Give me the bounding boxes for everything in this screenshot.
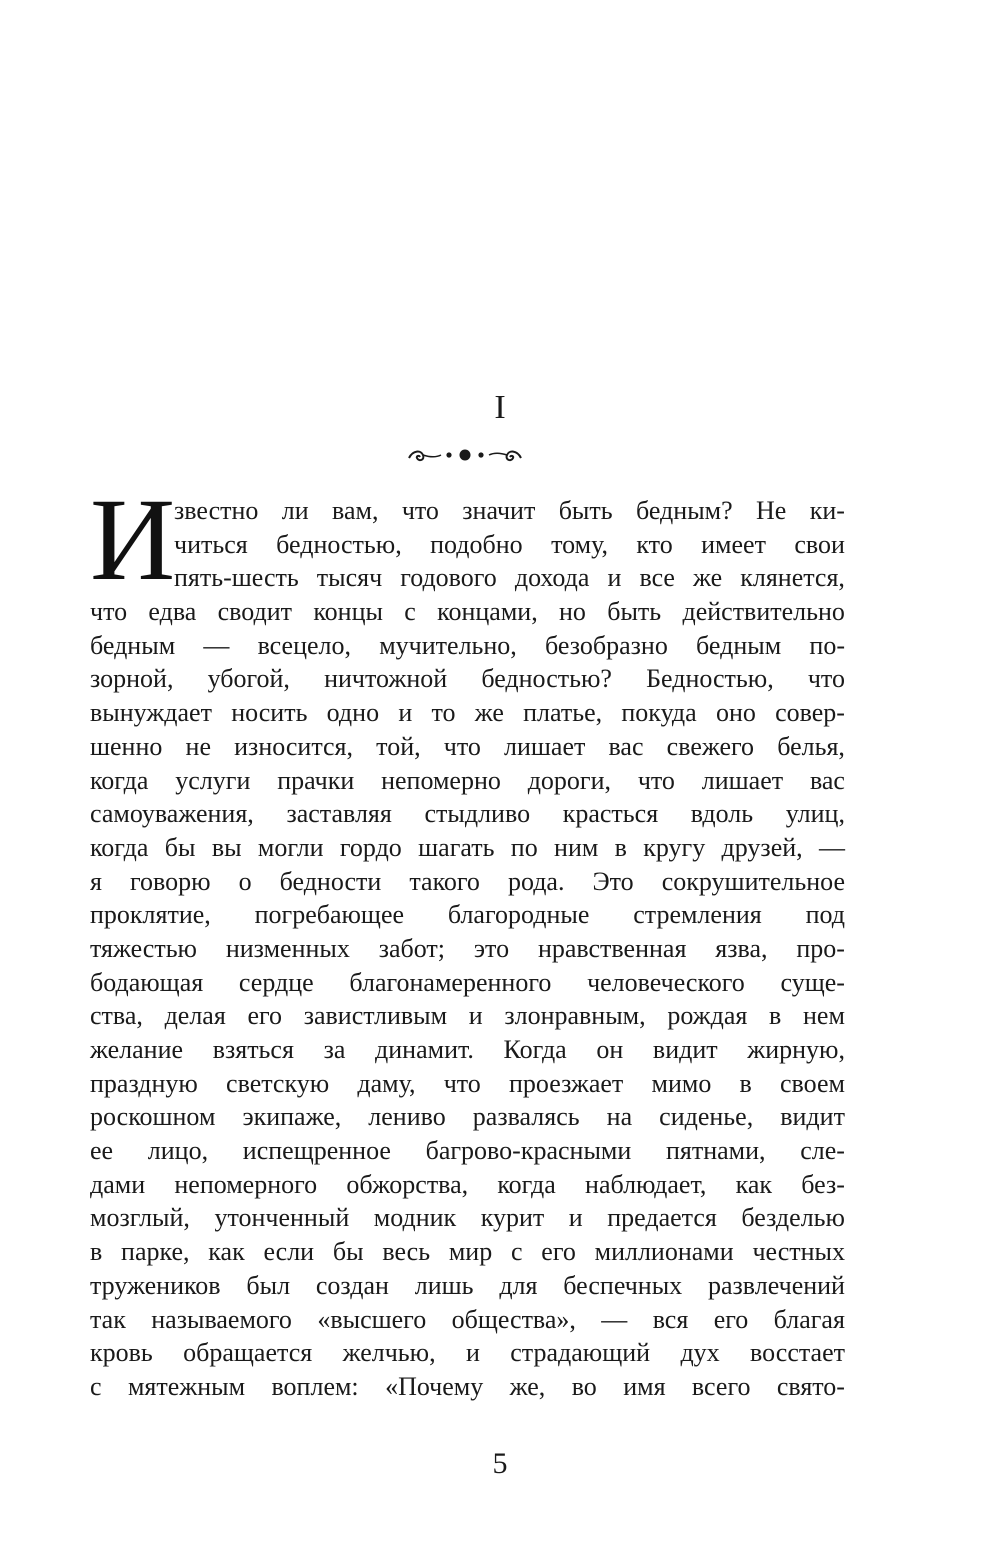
text-word: кругу (643, 832, 706, 862)
text-word: роскошном (90, 1102, 216, 1132)
text-line (90, 999, 845, 1033)
text-word: багрово-красными (425, 1136, 632, 1166)
text-word: мир (448, 1237, 493, 1267)
text-word: ли (281, 496, 309, 525)
text-line (90, 1370, 845, 1404)
text-word: парке, (121, 1237, 190, 1267)
text-word: желание (90, 1035, 184, 1064)
text-word: для (499, 1270, 538, 1300)
text-word: благородные (447, 900, 590, 930)
text-word: той, (376, 731, 421, 761)
text-word: он (596, 1035, 624, 1064)
text-line (90, 595, 845, 629)
text-word: мозглый, (90, 1203, 190, 1233)
text-word: утонченный (214, 1203, 350, 1233)
text-word: я (90, 866, 102, 896)
text-word: желчью, (342, 1338, 436, 1368)
text-word: рода. (507, 866, 565, 896)
text-word: с (404, 597, 416, 627)
text-line (90, 764, 845, 798)
text-word: бедным (696, 630, 782, 660)
text-word: тысяч (316, 563, 383, 593)
text-word: сводит (217, 597, 293, 627)
text-word: общества», (451, 1304, 576, 1334)
text-word: миллионами (594, 1237, 734, 1267)
text-word: что (807, 664, 845, 694)
text-word: годового (400, 563, 497, 593)
text-line (90, 1235, 845, 1269)
text-line (90, 696, 845, 730)
text-word: создан (315, 1270, 389, 1300)
text-word: в (90, 1237, 103, 1267)
text-word: лениво (368, 1102, 446, 1132)
text-word: безобразно (545, 630, 668, 660)
text-word: звестно (174, 496, 259, 525)
text-word: дух (680, 1338, 720, 1368)
text-word: не (185, 731, 211, 761)
text-word: стремления (633, 900, 762, 930)
paragraph-lines (90, 474, 845, 1404)
text-word: что (401, 496, 439, 525)
text-word: под (805, 900, 845, 930)
text-word: читься (174, 529, 248, 559)
text-word: суще- (780, 967, 845, 997)
text-word: предается (607, 1203, 717, 1233)
text-word: платье, (523, 698, 603, 728)
text-word: кто (636, 529, 673, 559)
text-word: быть (607, 597, 662, 627)
text-word: тяжестью (90, 933, 197, 963)
text-word: такого (409, 866, 480, 896)
text-word: стыдливо (424, 799, 531, 829)
text-line (90, 831, 845, 865)
text-word: светскую (226, 1068, 330, 1098)
text-word: клянется, (740, 563, 845, 593)
text-word: в (739, 1068, 752, 1098)
text-word: тому, (551, 529, 608, 559)
text-word: когда (90, 765, 149, 795)
text-word: модник (373, 1203, 457, 1233)
text-word: проклятие, (90, 900, 211, 930)
text-word: так (90, 1304, 126, 1334)
text-line (90, 1168, 845, 1202)
text-line (90, 528, 845, 562)
body-paragraph (90, 474, 845, 1404)
text-word: говорю (130, 866, 211, 896)
text-word: оно (715, 698, 756, 728)
text-line (90, 797, 845, 831)
text-word: вынуждает (90, 698, 212, 728)
text-word: его (247, 1001, 283, 1031)
text-word: всего (691, 1371, 751, 1401)
text-word: благая (773, 1304, 845, 1334)
text-word: даму, (357, 1068, 416, 1098)
text-word: язва, (715, 933, 768, 963)
text-word: когда (90, 832, 149, 862)
text-line (90, 662, 845, 696)
text-word: его (541, 1237, 576, 1267)
text-word: все (639, 563, 675, 593)
text-word: рождая (667, 1001, 748, 1031)
text-word: совер- (775, 698, 845, 728)
text-word: же, (509, 1371, 546, 1401)
text-word: взяться (212, 1035, 294, 1064)
text-line (90, 898, 845, 932)
text-word: непомерно (381, 765, 501, 795)
text-word: это (473, 933, 510, 963)
text-word: ки- (809, 496, 845, 525)
text-word: как (208, 1237, 245, 1267)
text-word: курит (480, 1203, 545, 1233)
text-word: Бедностью, (646, 664, 774, 694)
text-word: ничтожной (324, 664, 448, 694)
text-word: услуги (175, 765, 251, 795)
text-line (90, 1201, 845, 1235)
text-word: — (818, 832, 845, 862)
text-word: шенно (90, 731, 163, 761)
text-word: испещренное (242, 1136, 391, 1166)
text-word: свежего (666, 731, 755, 761)
text-word: развлечений (708, 1270, 845, 1300)
text-word: всецело, (257, 630, 352, 660)
text-word: убогой, (207, 664, 290, 694)
text-line (90, 1336, 845, 1370)
drop-cap-letter: И (90, 474, 176, 605)
text-word: сердце (238, 967, 314, 997)
text-line (90, 1269, 845, 1303)
text-word: шагать (418, 832, 495, 862)
text-word: с (510, 1237, 523, 1267)
text-line (90, 1303, 845, 1337)
text-word: безделью (741, 1203, 845, 1233)
text-word: наблюдает, (585, 1169, 707, 1199)
text-word: лицо, (147, 1136, 209, 1166)
text-line (90, 966, 845, 1000)
text-word: называемого (151, 1304, 292, 1334)
text-word: едва (148, 597, 197, 627)
text-word: то (431, 698, 456, 728)
text-word: «Почему (385, 1371, 484, 1401)
text-word: страдающий (510, 1338, 651, 1368)
text-word: когда (497, 1169, 556, 1199)
text-word: нем (802, 1001, 845, 1031)
text-word: дороги, (527, 765, 611, 795)
text-word: белья, (777, 731, 845, 761)
text-word: что (443, 1068, 481, 1098)
text-word: погребающее (254, 900, 405, 930)
text-word: бы (164, 832, 196, 862)
text-word: видит (780, 1102, 845, 1132)
text-line (90, 1067, 845, 1101)
text-word: Это (592, 866, 634, 896)
text-word: за (323, 1035, 346, 1064)
text-word: сиденье, (659, 1102, 754, 1132)
text-word: мучительно, (379, 630, 517, 660)
text-word: лишает (701, 765, 784, 795)
text-line (90, 730, 845, 764)
text-word: зорной, (90, 664, 174, 694)
text-word: весь (382, 1237, 431, 1267)
text-word: пять-шесть (174, 563, 299, 593)
text-word: концами, (437, 597, 538, 627)
text-word: друзей, (721, 832, 803, 862)
text-word: Когда (503, 1035, 567, 1064)
text-word: был (246, 1270, 291, 1300)
text-word: — (601, 1304, 628, 1334)
text-word: действительно (682, 597, 845, 627)
text-word: сле- (800, 1136, 845, 1166)
text-word: и (468, 1001, 483, 1031)
text-word: и (568, 1203, 583, 1233)
text-word: ее (90, 1136, 114, 1166)
chapter-number: I (494, 389, 506, 426)
text-word: дами (90, 1169, 146, 1199)
text-word: жирную, (747, 1035, 845, 1064)
text-word: видит (652, 1035, 718, 1064)
text-word: вы (211, 832, 242, 862)
text-word: бодающая (90, 967, 204, 997)
text-word: мимо (651, 1068, 712, 1098)
text-word: без- (801, 1169, 845, 1199)
text-word: по- (809, 630, 845, 660)
text-word: обращается (183, 1338, 313, 1368)
text-word: и (398, 698, 413, 728)
text-line (90, 629, 845, 663)
text-word: свои (794, 529, 845, 559)
text-word: что (443, 731, 481, 761)
text-word: о (238, 866, 252, 896)
text-word: человеческого (587, 967, 745, 997)
text-word: гордо (339, 832, 402, 862)
text-word: его (713, 1304, 749, 1334)
text-word: одно (326, 698, 380, 728)
text-word: тружеников (90, 1270, 221, 1300)
text-word: своем (780, 1068, 845, 1098)
text-word: имеет (701, 529, 766, 559)
text-word: беспечных (563, 1270, 683, 1300)
text-word: кровь (90, 1338, 153, 1368)
text-word: непомерного (174, 1169, 318, 1199)
text-word: вас (608, 731, 644, 761)
text-word: честных (752, 1237, 845, 1267)
text-word: воплем: (271, 1371, 359, 1401)
text-line (90, 1100, 845, 1134)
text-word: улиц, (785, 799, 845, 829)
text-word: на (606, 1102, 633, 1132)
text-word: делая (164, 1001, 226, 1031)
text-word: концы (313, 597, 383, 627)
text-word: в (769, 1001, 782, 1031)
text-word: про- (796, 933, 845, 963)
text-word: бы (332, 1237, 364, 1267)
text-word: вдоль (690, 799, 754, 829)
text-word: значит (462, 496, 536, 525)
text-word: бедным? (635, 496, 733, 525)
text-word: как (735, 1169, 773, 1199)
text-word: злонравным, (504, 1001, 646, 1031)
text-word: заставляя (286, 799, 392, 829)
text-word: износится, (234, 731, 354, 761)
text-line (90, 494, 845, 528)
text-word: что (90, 597, 128, 627)
text-line (90, 1033, 845, 1067)
text-word: бедностью? (481, 664, 612, 694)
text-word: забот; (378, 933, 446, 963)
text-word: бедности (279, 866, 382, 896)
text-word: красться (562, 799, 659, 829)
text-word: имя (623, 1371, 666, 1401)
text-word: лишает (504, 731, 586, 761)
text-word: же (693, 563, 723, 593)
text-word: низменных (225, 933, 350, 963)
text-line (90, 1134, 845, 1168)
text-word: развалясь (472, 1102, 580, 1132)
text-word: нравственная (537, 933, 687, 963)
text-word: свято- (776, 1371, 845, 1401)
text-word: покуда (621, 698, 697, 728)
text-word: бедностью, (276, 529, 402, 559)
text-word: обжорства, (346, 1169, 469, 1199)
text-line (90, 561, 845, 595)
text-line (90, 865, 845, 899)
text-word: праздную (90, 1068, 198, 1098)
text-word: носить (231, 698, 308, 728)
text-word: ним (554, 832, 599, 862)
text-word: восстает (750, 1338, 845, 1368)
text-word: но (559, 597, 586, 627)
text-word: «высшего (317, 1304, 427, 1334)
text-word: вас (809, 765, 845, 795)
page-number: 5 (492, 1447, 508, 1480)
text-word: динамит. (375, 1035, 474, 1064)
text-word: экипаже, (242, 1102, 342, 1132)
text-word: бедным (90, 630, 176, 660)
text-word: проезжает (509, 1068, 624, 1098)
text-word: подобно (430, 529, 523, 559)
text-word: вам, (332, 496, 379, 525)
text-word: же (474, 698, 504, 728)
text-word: прачки (277, 765, 355, 795)
text-line (90, 932, 845, 966)
text-word: в (614, 832, 627, 862)
text-word: дохода (514, 563, 590, 593)
text-word: вся (652, 1304, 689, 1334)
text-word: Не (756, 496, 787, 525)
text-word: с (90, 1371, 102, 1401)
decorative-dots-flourish-icon (405, 440, 525, 470)
text-word: пятнами, (665, 1136, 766, 1166)
text-word: благонамеренного (349, 967, 552, 997)
text-word: по (510, 832, 538, 862)
text-word: быть (558, 496, 613, 525)
text-word: во (571, 1371, 597, 1401)
text-word: мятежным (127, 1371, 246, 1401)
text-word: если (263, 1237, 315, 1267)
text-word: могли (257, 832, 324, 862)
text-word: самоуважения, (90, 799, 254, 829)
text-word: и (465, 1338, 480, 1368)
text-word: и (607, 563, 622, 593)
text-word: лишь (414, 1270, 474, 1300)
text-word: завистливым (303, 1001, 448, 1031)
text-word: что (637, 765, 675, 795)
text-word: ства, (90, 1001, 143, 1031)
text-word: — (203, 630, 230, 660)
text-word: сокрушительное (661, 866, 845, 896)
